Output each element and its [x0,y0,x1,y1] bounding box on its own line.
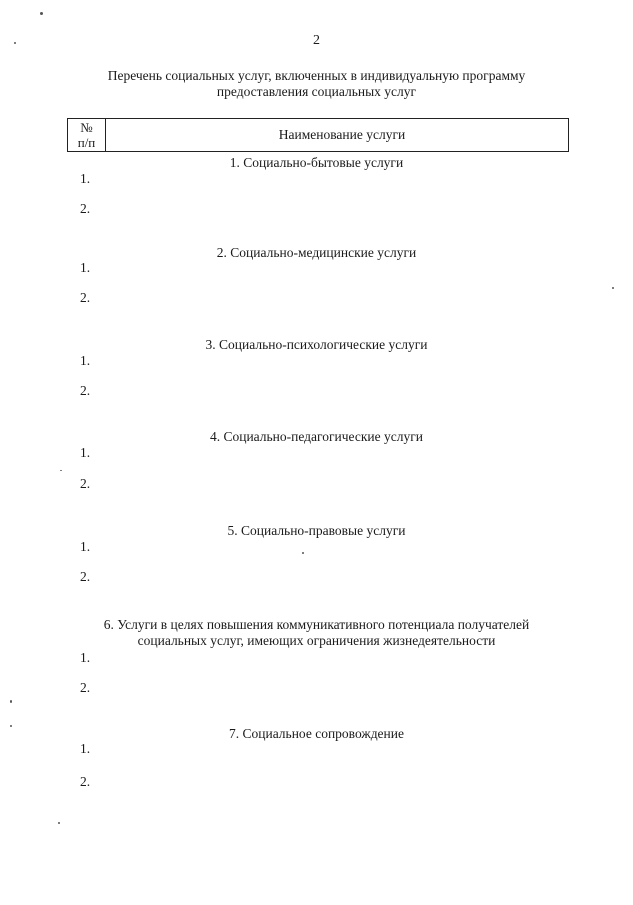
page-number: 2 [313,33,320,48]
section-heading-2: 2. Социально-медицинские услуги [216,245,417,260]
section-heading-6 [60,617,573,649]
section-heading-4: 4. Социально-педагогические услуги [209,429,424,444]
table-header [67,118,569,152]
section-6-item-2: 2. [80,680,91,695]
title-line-2: предоставления социальных услуг [216,84,417,99]
section-heading-5: 5. Социально-правовые услуги [227,523,406,538]
section-heading-6-line-1: 6. Услуги в целях повышения коммуникативного потенциала получателей [103,617,530,632]
section-1-item-2: 2. [80,201,91,216]
document-title [60,68,573,100]
section-2-item-2: 2. [80,290,91,305]
column-header-number [68,119,106,151]
scan-speck [60,470,62,471]
scan-speck [58,822,60,824]
scan-speck [302,552,304,554]
column-number-symbol: № [80,120,93,135]
section-1-item-1: 1. [80,171,91,186]
section-3-item-2: 2. [80,383,91,398]
section-2-item-1: 1. [80,260,91,275]
section-4-item-2: 2. [80,476,91,491]
section-5-item-1: 1. [80,539,91,554]
section-6-item-1: 1. [80,650,91,665]
section-heading-7: 7. Социальное сопровождение [228,726,404,741]
section-heading-1: 1. Социально-бытовые услуги [229,155,404,170]
scan-speck [10,700,12,703]
section-7-item-1: 1. [80,741,91,756]
section-3-item-1: 1. [80,353,91,368]
section-heading-6-line-2: социальных услуг, имеющих ограничения жизнедеятельности [137,633,496,648]
title-line-1: Перечень социальных услуг, включенных в индивидуальную программу [107,68,526,83]
scan-speck [14,42,16,44]
column-header-service-name: Наименование услуги [278,127,406,142]
scan-speck [612,287,614,289]
section-heading-3: 3. Социально-психологические услуги [205,337,428,352]
column-number-abbrev: п/п [77,135,96,150]
section-5-item-2: 2. [80,569,91,584]
section-4-item-1: 1. [80,445,91,460]
scan-speck [10,725,12,727]
section-7-item-2: 2. [80,774,91,789]
scan-speck [40,12,43,15]
